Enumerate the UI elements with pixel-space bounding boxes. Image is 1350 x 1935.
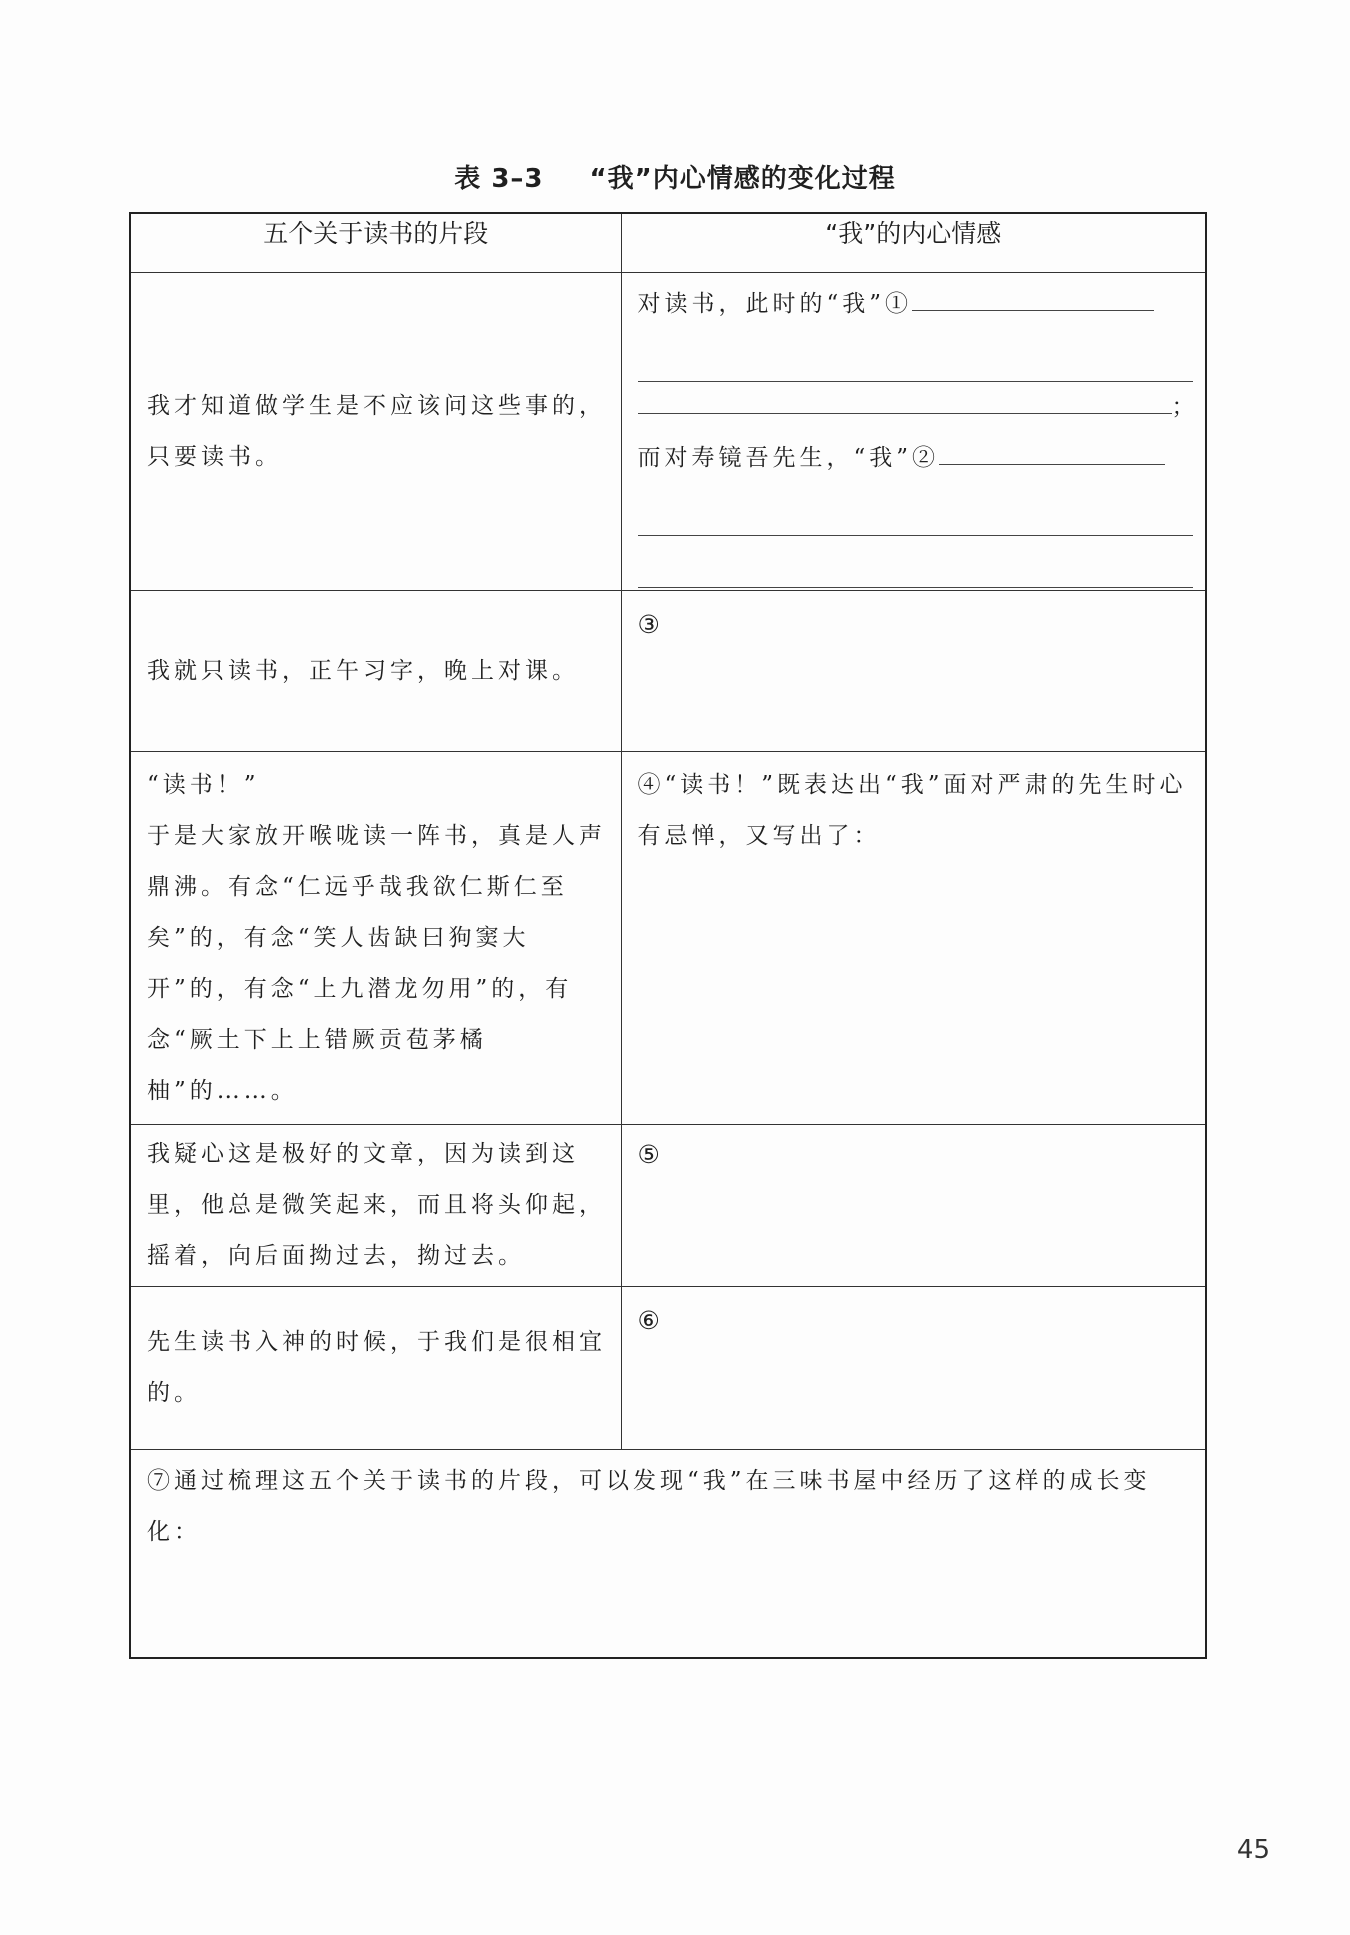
table-title: “我”内心情感的变化过程 [589,164,896,194]
marker-5: ⑤ [637,1140,660,1169]
marker-3: ③ [637,610,660,639]
blank-1a[interactable] [912,286,1154,311]
fragment-text-2: 我就只读书，正午习字，晚上对课。 [147,657,579,684]
fragment-text-3: 于是大家放开喉咙读一阵书，真是人声鼎沸。有念“仁远乎哉我欲仁斯仁至矣”的，有念“笑人齿缺曰狗窦大开”的，有念“上九潜龙勿用”的，有念“厥土下上上错厥贡苞茅橘柚”的……。 [147,823,606,1104]
blank-1b[interactable] [638,330,1194,382]
header-emotions: “我”的内心情感 [621,213,1206,273]
fragment-quote-3: “读书！” [147,772,260,798]
prompt-reading: 对读书，此时的“我”① [637,291,913,317]
fragment-text-4: 我疑心这是极好的文章，因为读到这里，他总是微笑起来，而且将头仰起，摇着，向后面拗过去，拗过去。 [147,1141,606,1269]
semicolon: ； [1171,394,1199,420]
fragment-cell-5 [130,1287,621,1450]
table-caption [0,158,1350,195]
answer-line-3 [638,382,1199,433]
summary-prompt: ⑦通过梳理这五个关于读书的片段，可以发现“我”在三味书屋中经历了这样的成长变化： [147,1468,1151,1545]
marker-6: ⑥ [637,1306,660,1335]
prompt-teacher: 而对寿镜吾先生，“我”② [637,445,940,471]
emotion-cell-6 [621,1287,1206,1450]
blank-2b[interactable] [638,484,1194,536]
emotion-text-4: ④“读书！”既表达出“我”面对严肃的先生时心有忌惮，又写出了： [637,772,1187,849]
emotion-cell-5 [621,1125,1206,1287]
emotion-table [129,212,1207,1659]
emotion-cell-2 [621,591,1206,752]
answer-line-1 [638,279,1194,330]
page-number: 45 [1236,1835,1270,1865]
blank-2c[interactable] [638,536,1194,588]
summary-cell [130,1450,1206,1658]
fragment-cell-4 [130,1125,621,1287]
table-number: 表 3–3 [454,164,544,194]
fragment-cell-1 [130,273,621,591]
emotion-cell-1 [621,273,1206,591]
answer-line-4 [638,433,1194,484]
fragment-text-1: 我才知道做学生是不应该问这些事的，只要读书。 [147,392,606,470]
header-fragments: 五个关于读书的片段 [130,213,621,273]
blank-2a[interactable] [939,440,1165,465]
blank-1c[interactable] [638,389,1172,414]
fragment-cell-3 [130,752,621,1125]
fragment-text-5: 先生读书入神的时候，于我们是很相宜的。 [147,1329,606,1406]
emotion-cell-4 [621,752,1206,1125]
fragment-cell-2 [130,591,621,752]
